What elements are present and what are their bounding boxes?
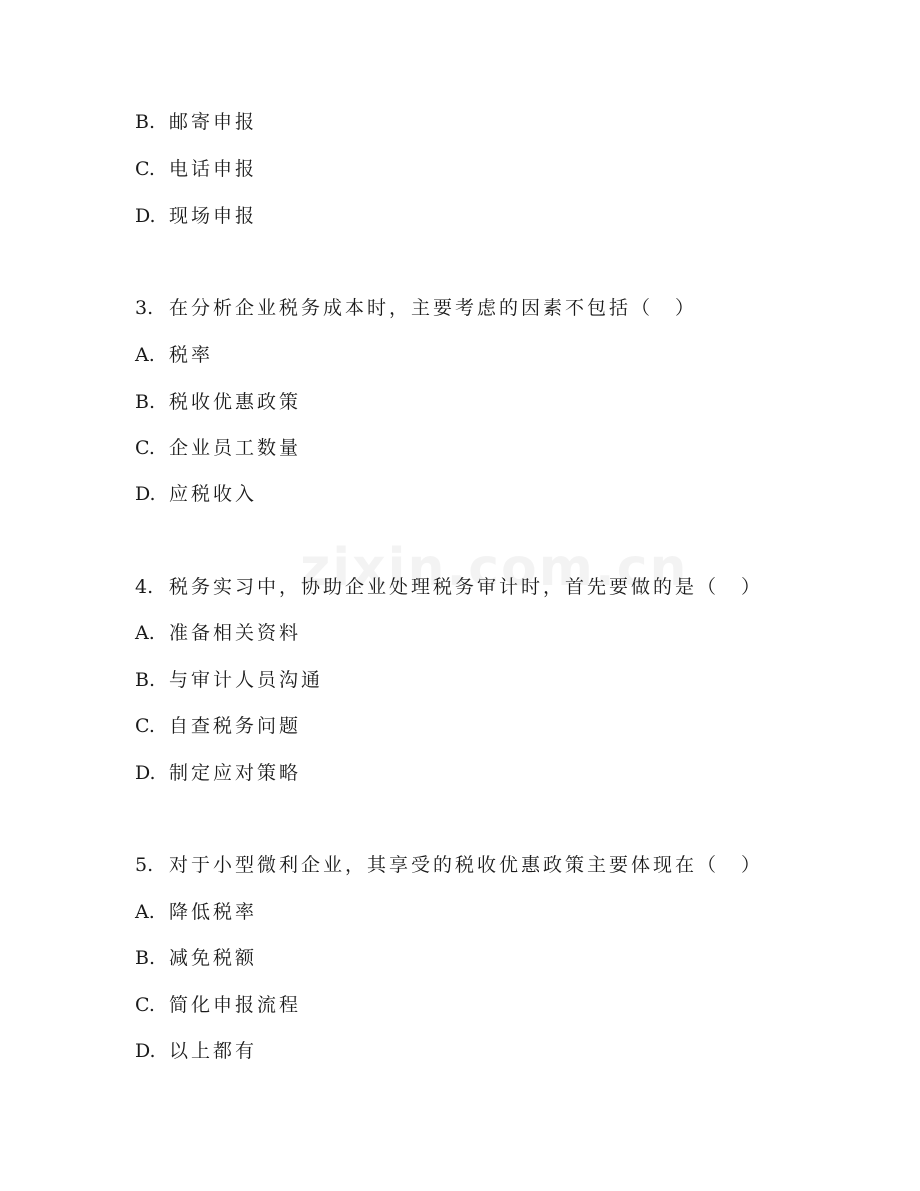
option-label: B. (135, 669, 156, 691)
option-label: B. (135, 111, 156, 133)
option-text: 与审计人员沟通 (169, 669, 324, 691)
option-text: 降低税率 (169, 901, 258, 923)
option-text: 自查税务问题 (169, 715, 302, 737)
question-text: 对于小型微利企业，其享受的税收优惠政策主要体现在（ ） (169, 854, 764, 876)
option-text: 简化申报流程 (169, 994, 302, 1016)
option-label: C. (135, 437, 155, 459)
option-text: 税率 (169, 344, 214, 366)
option-2-b (135, 110, 257, 134)
question-3 (135, 296, 697, 320)
option-label: D. (135, 483, 156, 505)
option-3-c (135, 436, 301, 460)
option-3-a (135, 343, 213, 367)
option-label: A. (135, 901, 155, 923)
option-text: 制定应对策略 (169, 762, 302, 784)
question-5 (135, 853, 763, 877)
question-text: 税务实习中，协助企业处理税务审计时，首先要做的是（ ） (169, 576, 764, 598)
option-label: C. (135, 158, 155, 180)
question-number: 4. (135, 576, 154, 598)
question-4 (135, 575, 763, 599)
option-label: B. (135, 391, 156, 413)
option-text: 准备相关资料 (169, 622, 302, 644)
option-3-d (135, 482, 257, 506)
option-text: 邮寄申报 (169, 111, 258, 133)
option-label: A. (135, 622, 155, 644)
option-label: C. (135, 994, 155, 1016)
option-text: 以上都有 (169, 1040, 258, 1062)
option-text: 应税收入 (169, 483, 258, 505)
option-label: D. (135, 762, 156, 784)
option-4-a (135, 621, 301, 645)
option-label: C. (135, 715, 155, 737)
option-4-d (135, 761, 301, 785)
option-label: A. (135, 344, 155, 366)
option-4-c (135, 714, 301, 738)
option-label: D. (135, 205, 156, 227)
option-4-b (135, 668, 323, 692)
option-text: 税收优惠政策 (169, 391, 302, 413)
option-2-c (135, 157, 257, 181)
option-5-b (135, 946, 257, 970)
option-text: 企业员工数量 (169, 437, 302, 459)
option-text: 现场申报 (169, 205, 258, 227)
option-2-d (135, 204, 257, 228)
option-label: D. (135, 1040, 156, 1062)
option-text: 电话申报 (169, 158, 258, 180)
option-5-a (135, 900, 257, 924)
option-5-d (135, 1039, 257, 1063)
question-number: 3. (135, 297, 154, 319)
question-number: 5. (135, 854, 154, 876)
question-text: 在分析企业税务成本时，主要考虑的因素不包括（ ） (169, 297, 698, 319)
option-text: 减免税额 (169, 947, 258, 969)
option-3-b (135, 390, 301, 414)
option-5-c (135, 993, 301, 1017)
option-label: B. (135, 947, 156, 969)
